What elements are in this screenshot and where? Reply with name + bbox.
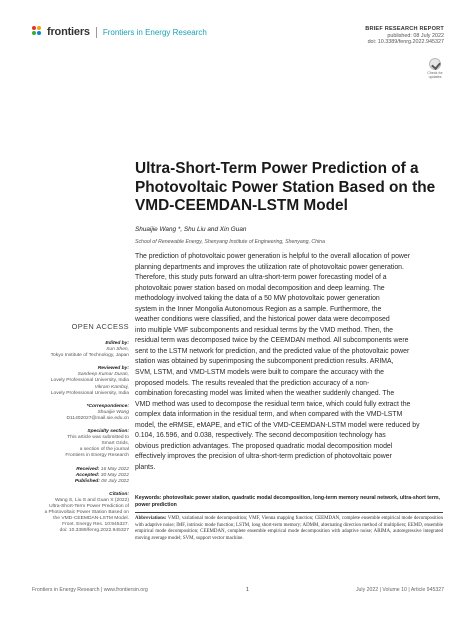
abstract-line: obvious prediction advantages. The proposed quadratic modal decomposition model: [135, 442, 393, 450]
logo-divider: [96, 27, 97, 38]
abstract-line: effectively improves the precision of ultra-short-term prediction of photovoltaic power: [135, 453, 392, 461]
published-date-sidebar: Published: 08 July 2022: [74, 478, 129, 484]
abstract-line: The prediction of photovoltaic power generation is helpful to the overall allocation of power: [135, 253, 411, 260]
article-type: BRIEF RESEARCH REPORT: [365, 26, 444, 32]
abstract-line: plants.: [135, 463, 156, 471]
specialty-line: This article was submitted to: [67, 435, 129, 441]
abstract-line: photovoltaic power station based on modal decomposition and deep learning. The: [135, 284, 385, 292]
published-date: published: 08 July 2022: [387, 32, 444, 39]
abbreviations-label: Abbreviations:: [135, 516, 167, 521]
page-number: 1: [246, 587, 249, 593]
footer-journal-link[interactable]: Frontiers in Energy Research | www.frontiersin.org: [32, 587, 148, 593]
abstract-line: sent to the LSTM network for prediction, and the predicted value of the photovoltaic power: [135, 347, 410, 355]
reviewer-name: Vikram Kamboj,: [94, 384, 129, 390]
correspondent-name: Shuaijie Wang: [97, 409, 129, 415]
article-title: Ultra-Short-Term Power Prediction of a Photovoltaic Power Station Based on the VMD-CEEMDAN-LSTM Model: [135, 160, 436, 215]
reviewer-affiliation: Lovely Professional University, India: [50, 378, 129, 384]
abstract-line: combination forecasting model was limited when the weather suddenly changed. The: [135, 390, 395, 398]
doi-link[interactable]: doi: 10.3389/fenrg.2022.945327: [367, 39, 444, 46]
abstract: [135, 252, 443, 473]
specialty-line: Smart Grids,: [101, 441, 129, 447]
footer-volume-info: July 2022 | Volume 10 | Article 945327: [355, 587, 444, 593]
abbreviations: [135, 516, 443, 542]
page-header: [32, 24, 444, 54]
editor-affiliation: Tokyo Institute of Technology, Japan: [50, 353, 129, 359]
author-list: Shuaijie Wang *, Shu Liu and Xin Guan: [135, 226, 247, 233]
section-divider: [135, 512, 443, 513]
citation-doi[interactable]: doi: 10.3389/fenrg.2022.945327: [59, 528, 129, 534]
abstract-line: planning departments and improves the utilization rate of photovoltaic power generation.: [135, 263, 404, 271]
citation-line: Front. Energy Res. 10:945327.: [62, 522, 129, 528]
correspondent-email[interactable]: D11402027@mail.sie.edu.cn: [66, 415, 129, 421]
citation-line: Ultra-Short-Term Power Prediction of: [49, 503, 129, 509]
specialty-heading: Specialty section:: [87, 429, 129, 435]
citation-heading: Citation:: [109, 491, 129, 497]
abstract-line: VMD method was used to decompose the residual term twice, which could fully extract the: [135, 400, 411, 408]
specialty-line: a section of the journal: [79, 447, 129, 453]
affiliation: School of Renewable Energy, Shenyang Institute of Engineering, Shenyang, China: [135, 239, 325, 245]
abstract-line: residual term was decomposed twice by the CEEMDAN method. All subcomponents were: [135, 337, 409, 345]
received-date: Received: 16 May 2022: [76, 466, 129, 472]
abstract-line: station was obtained by superimposing the subcomponent prediction results. ARIMA,: [135, 358, 394, 366]
frontiers-logo-icon: [32, 26, 44, 38]
abstract-line: system in the Inner Mongolia Autonomous Region as a sample. Furthermore, the: [135, 305, 382, 313]
frontiers-logo[interactable]: [32, 26, 207, 38]
accepted-date: Accepted: 30 May 2022: [75, 472, 129, 478]
citation-line: the VMD-CEEMDAN-LSTM Model.: [53, 516, 129, 522]
correspondence-heading: *Correspondence:: [86, 403, 129, 409]
reviewed-by-heading: Reviewed by:: [97, 366, 129, 372]
edited-by-heading: Edited by:: [105, 341, 129, 346]
specialty-line: Frontiers in Energy Research: [65, 453, 129, 459]
reviewer-name: Sandeep Kumar Duran,: [77, 372, 129, 378]
abstract-line: model, the eRMSE, eMAPE, and eTIC of the VMD-CEEMDAN-LSTM model were reduced by: [135, 421, 420, 429]
article-info-sidebar: [31, 322, 129, 534]
keywords: Keywords: photovoltaic power station, quadratic modal decomposition, long-term memory neural network, ultra-short term, power prediction: [135, 495, 440, 509]
abstract-line: into multiple VMF subcomponents and residual terms by the VMD method. Then, the: [135, 326, 394, 334]
check-updates-icon: [429, 58, 441, 70]
reviewer-affiliation: Lovely Professional University, India: [50, 390, 129, 396]
article-dates: [31, 467, 129, 485]
journal-name[interactable]: Frontiers in Energy Research: [102, 27, 207, 37]
abstract-line: 0.104, 16.596, and 0.038, respectively. The second decomposition technology has: [135, 432, 386, 440]
abstract-line: SVM, LSTM, and VMD-LSTM models were built to compare the accuracy with the: [135, 369, 384, 377]
abstract-line: proposed models. The results revealed that the prediction accuracy of a non-: [135, 379, 370, 387]
check-updates-label: Check for updates: [427, 71, 443, 79]
article-meta: [365, 26, 444, 46]
citation-line: Wang S, Liu S and Guan X (2022): [54, 497, 129, 503]
citation-line: a Photovoltaic Power Station Based on: [44, 510, 129, 516]
abstract-line: complex data information in the residual term, and when compared with the VMD-LSTM: [135, 411, 403, 419]
open-access-label: OPEN ACCESS: [71, 322, 129, 331]
logo-wordmark: frontiers: [47, 26, 90, 38]
editor-name: Xun Shen,: [106, 347, 129, 353]
check-for-updates-badge[interactable]: [426, 58, 444, 79]
abstract-line: Therefore, this study puts forward an ultra-short-term power forecasting model of a: [135, 274, 387, 282]
abbreviations-text: VMD, variational mode decomposition; VMF, Vienna mapping function; CEEMDAN, complete ensemble empirical mode decomposition with adaptive noise; IMF, intrinsic mode function; LSTM, long short-term memory; ADMM, alternating direction method of multipliers; EEMD, ensemble empirical mode decomposition; CEEMDAN, complete ensemble empirical mode decomposition with adaptive noise; ARIMA, autoregressive integrated moving average model; SVM, support vector machine.: [135, 516, 443, 541]
abstract-line: weather conditions were classified, and the historical power data were decomposed: [135, 316, 390, 324]
abstract-line: methodology involved taking the data of a 50 MW photovoltaic power generation: [135, 295, 380, 303]
